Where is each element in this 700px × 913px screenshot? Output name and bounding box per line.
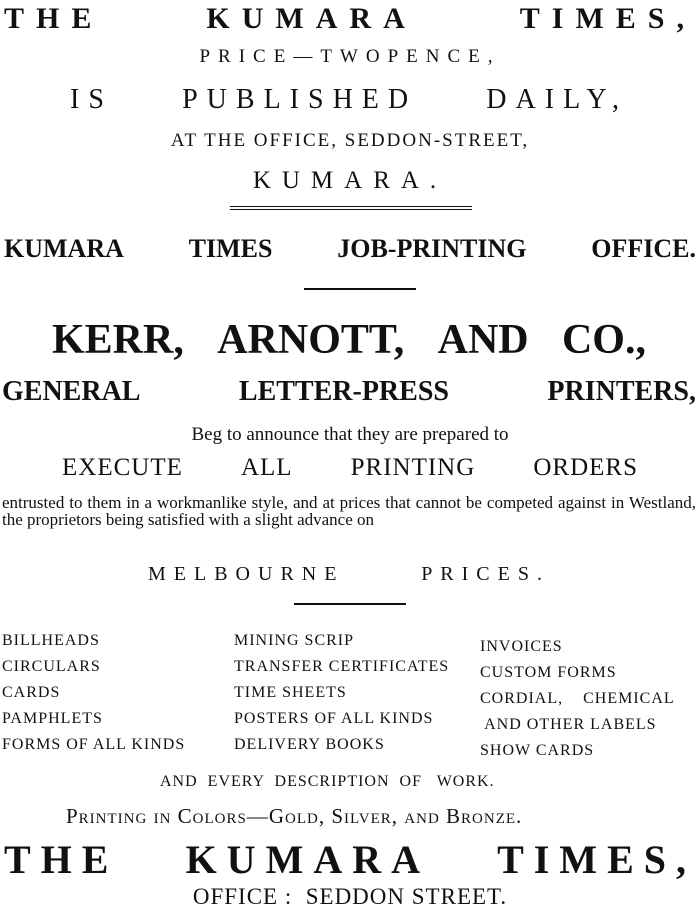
list-item xyxy=(2,710,700,736)
masthead-word-times: TIMES, xyxy=(519,2,696,35)
general-word-printers: PRINTERS, xyxy=(547,376,696,407)
list-cell: CARDS xyxy=(2,684,61,701)
masthead-word-kumara: KUMARA xyxy=(206,2,417,35)
list-cell: FORMS OF ALL KINDS xyxy=(2,736,186,753)
published-daily-line xyxy=(0,84,700,116)
firm-name-heading xyxy=(0,316,700,364)
short-rule-divider xyxy=(294,603,406,605)
job-printing-office-heading xyxy=(0,234,700,264)
list-item xyxy=(2,632,700,658)
job-word-times: TIMES xyxy=(188,234,273,263)
general-printers-heading xyxy=(0,376,700,408)
printing-services-list xyxy=(2,632,700,762)
execute-orders-heading xyxy=(0,454,700,482)
printing-in-colors-line: Printing in Colors—Gold, Silver, and Bronze. xyxy=(66,804,523,828)
list-cell: PAMPHLETS xyxy=(2,710,103,727)
list-cell: SHOW CARDS xyxy=(480,742,595,759)
job-word-kumara: KUMARA xyxy=(4,234,124,263)
list-cell: CIRCULARS xyxy=(2,658,101,675)
job-word-office: OFFICE. xyxy=(591,234,696,263)
general-word-general: GENERAL xyxy=(2,376,141,407)
list-cell: POSTERS OF ALL KINDS xyxy=(234,710,434,727)
masthead-word-the: THE xyxy=(4,2,104,35)
execute-word-execute: EXECUTE xyxy=(62,454,183,481)
list-cell: CUSTOM FORMS xyxy=(480,664,617,681)
execute-word-all: ALL xyxy=(240,454,293,481)
published-word-is: IS xyxy=(70,84,113,115)
melbourne-prices-line xyxy=(0,563,700,586)
announcement-line: Beg to announce that they are prepared to xyxy=(191,424,509,445)
list-item xyxy=(2,684,700,710)
kumara-town-line: KUMARA. xyxy=(252,167,448,194)
list-item xyxy=(2,736,700,762)
list-cell: TRANSFER CERTIFICATES xyxy=(234,658,450,675)
list-cell: DELIVERY BOOKS xyxy=(234,736,385,753)
list-cell: CORDIAL, CHEMICAL xyxy=(480,690,675,707)
double-rule-divider xyxy=(230,206,472,210)
price-line: PRICE—TWOPENCE, xyxy=(199,46,501,67)
published-word-published: PUBLISHED xyxy=(182,84,418,115)
list-cell: INVOICES xyxy=(480,638,563,655)
firm-word-kerr: KERR, xyxy=(52,317,184,363)
short-rule-divider xyxy=(304,288,416,290)
published-word-daily: DAILY, xyxy=(486,84,628,115)
masthead-word-times: TIMES, xyxy=(497,837,696,882)
list-cell: TIME SHEETS xyxy=(234,684,347,701)
firm-word-co: CO., xyxy=(561,317,646,363)
general-word-letter-press: LETTER-PRESS xyxy=(238,376,449,407)
firm-word-and: AND xyxy=(437,317,529,363)
prices-word: PRICES. xyxy=(421,563,550,585)
masthead-top xyxy=(0,2,700,36)
body-paragraph: entrusted to them in a workmanlike style, and at prices that cannot be competed against in Westland, the proprietors being satisfied with a slight advance on xyxy=(2,493,696,529)
office-seddon-street-line: OFFICE : SEDDON STREET. xyxy=(192,884,508,909)
melbourne-word: MELBOURNE xyxy=(148,563,345,585)
list-cell: AND OTHER LABELS xyxy=(480,716,657,733)
execute-word-orders: ORDERS xyxy=(533,454,638,481)
masthead-word-kumara: KUMARA xyxy=(185,837,430,882)
masthead-bottom xyxy=(0,836,700,883)
every-description-line: AND EVERY DESCRIPTION OF WORK. xyxy=(160,773,495,790)
firm-word-arnott: ARNOTT, xyxy=(217,317,405,363)
list-item xyxy=(2,658,700,684)
job-word-job-printing: JOB-PRINTING xyxy=(337,234,527,263)
masthead-word-the: THE xyxy=(4,837,119,882)
list-cell: BILLHEADS xyxy=(2,632,100,649)
list-cell: MINING SCRIP xyxy=(234,632,355,649)
office-address-line: AT THE OFFICE, SEDDON-STREET, xyxy=(170,130,530,151)
execute-word-printing: PRINTING xyxy=(350,454,476,481)
